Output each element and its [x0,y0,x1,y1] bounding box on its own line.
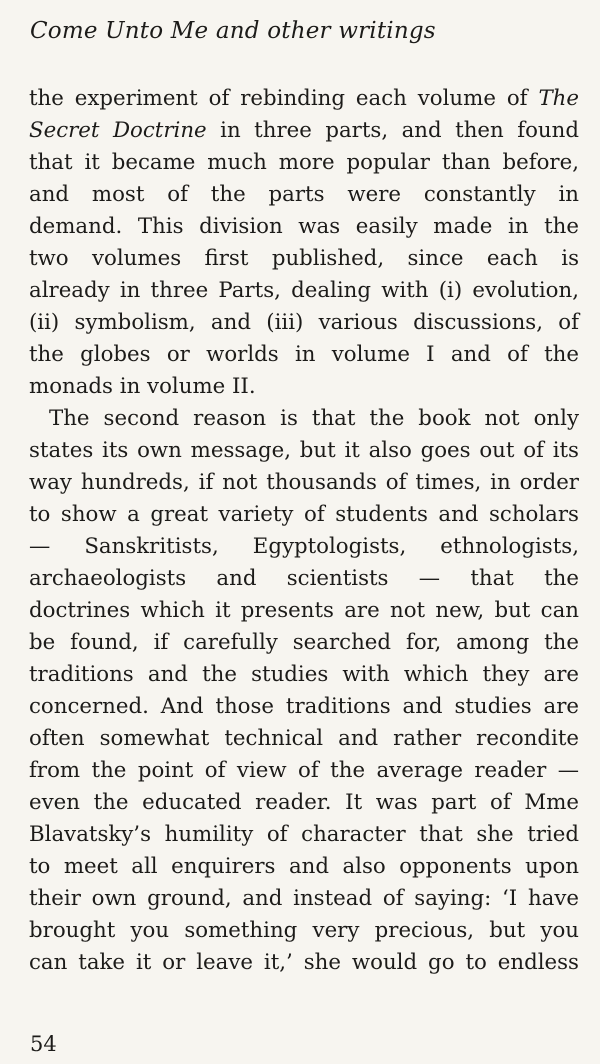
text-line: to meet all enquirers and also opponents upon [29,854,579,879]
text-line: from the point of view of the average reader — [29,758,579,783]
text-line: way hundreds, if not thousands of times, in order [29,470,579,495]
text-line: their own ground, and instead of saying: ‘I have [29,886,579,911]
text-line: that it became much more popular than before, [29,150,579,175]
text-line: and most of the parts were constantly in [29,182,579,207]
paragraph-1 [29,83,579,403]
text-line: can take it or leave it,’ she would go to endless [29,950,579,975]
text-line: brought you something very precious, but you [29,918,579,943]
body-text [29,83,579,979]
running-head: Come Unto Me and other writings [30,18,436,44]
text-line: states its own message, but it also goes out of its [29,438,579,463]
text-line: archaeologists and scientists — that the [29,566,579,591]
text-line: concerned. And those traditions and studies are [29,694,579,719]
page-number: 54 [30,1032,57,1056]
text-line: often somewhat technical and rather recondite [29,726,579,751]
text-line: traditions and the studies with which they are [29,662,579,687]
text-line: The second reason is that the book not only [49,406,579,431]
text-line: — Sanskritists, Egyptologists, ethnologists, [29,534,579,559]
text-line: monads in volume II. [29,374,256,399]
text-line: the experiment of rebinding each volume of The [29,86,579,111]
text-line: demand. This division was easily made in the [29,214,579,239]
text-line: to show a great variety of students and scholars [29,502,579,527]
text-line: the globes or worlds in volume I and of the [29,342,579,367]
text-line: Secret Doctrine in three parts, and then found [29,118,579,143]
text-line: already in three Parts, dealing with (i) evolution, [29,278,579,303]
text-line: (ii) symbolism, and (iii) various discussions, of [29,310,579,335]
text-line: Blavatsky’s humility of character that she tried [29,822,579,847]
text-line: be found, if carefully searched for, among the [29,630,579,655]
paragraph-2 [29,403,579,979]
text-line: two volumes first published, since each is [29,246,579,271]
text-line: even the educated reader. It was part of Mme [29,790,579,815]
text-line: doctrines which it presents are not new, but can [29,598,579,623]
